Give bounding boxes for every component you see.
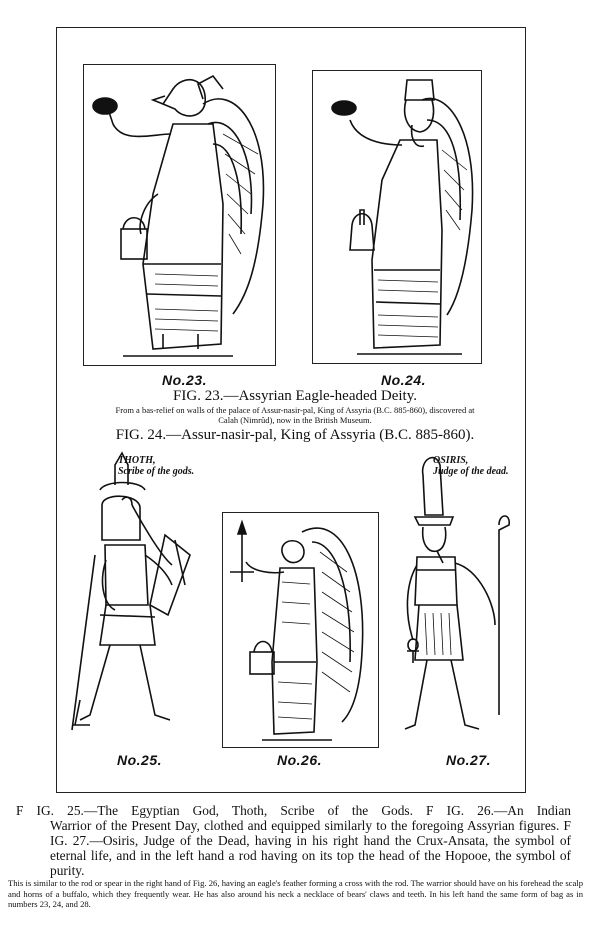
fig23-sub-bc: B.C. xyxy=(376,405,392,415)
fig23-subcaption xyxy=(70,405,520,425)
figs-25-27-caption xyxy=(16,803,571,878)
thoth-label-title: Scribe of the gods. xyxy=(118,466,195,477)
fig27-osiris-drawing xyxy=(395,445,535,745)
fig24-caption xyxy=(60,427,530,444)
fig23-sub-a: From a bas-relief on walls of the palace of Assur-nasir-pal, King of Assyria ( xyxy=(115,405,377,415)
caption-continuation: Warrior of the Present Day, clothed and equipped similarly to the foregoing Assyrian figures. F IG. 27.—Osiris, Judge of the Dead, having in his right hand the Crux-Ansata, the symbol of eternal life, and in the left hand a rod having on its top the head of the Hopooe, the symbol of purity. xyxy=(50,818,571,878)
osiris-label-title: Judge of the dead. xyxy=(433,466,509,477)
fig24-caption-bc: B.C. xyxy=(384,427,412,443)
fig23-sub-b: 885-860), discovered at xyxy=(391,405,475,415)
fig24-caption-text-a: . 24.—Assur-nasir-pal, King of Assyria ( xyxy=(139,427,385,443)
fig26-number: No.26. xyxy=(277,752,323,768)
fig23-caption-text: . 23.—Assyrian Eagle-headed Deity. xyxy=(197,388,417,404)
fig25-thoth-drawing xyxy=(60,445,210,745)
fig26-warrior-drawing xyxy=(222,512,379,748)
fig23-sub-c: Calah (Nimrûd), now in the British Museum. xyxy=(218,415,372,425)
osiris-label-name: OSIRIS, xyxy=(433,455,469,466)
fig23-caption xyxy=(60,388,530,405)
osiris-label xyxy=(433,455,509,477)
caption-line-1: F IG. 25.—The Egyptian God, Thoth, Scribe of the Gods. F IG. 26.—An Indian xyxy=(16,803,571,818)
fig23-number: No.23. xyxy=(162,372,208,388)
thoth-label xyxy=(118,455,194,477)
fig25-number: No.25. xyxy=(117,752,163,768)
fig27-number: No.27. xyxy=(446,752,492,768)
fig24-caption-smallcaps: IG xyxy=(124,427,140,443)
fig24-caption-text-b: 885-860). xyxy=(411,427,475,443)
fig24-number: No.24. xyxy=(381,372,427,388)
fig23-caption-prefix: F xyxy=(173,388,182,404)
fig23-caption-smallcaps: IG xyxy=(181,388,198,404)
fig23-eagle-deity-drawing xyxy=(83,64,276,366)
fig24-king-drawing xyxy=(312,70,482,364)
footnote xyxy=(8,878,583,910)
footnote-text: This is similar to the rod or spear in the right hand of Fig. 26, having an eagle's feather forming a cross with the rod. The warrior should have on his forehead the scalp and horns of a buffalo, which they frequently wear. He has also around his neck a necklace of bears' claws and teeth. In his left hand the same form of bag as in numbers 23, 24, and 28. xyxy=(8,878,583,910)
thoth-label-name: THOTH, xyxy=(118,455,156,466)
fig24-caption-prefix: F xyxy=(115,427,125,443)
